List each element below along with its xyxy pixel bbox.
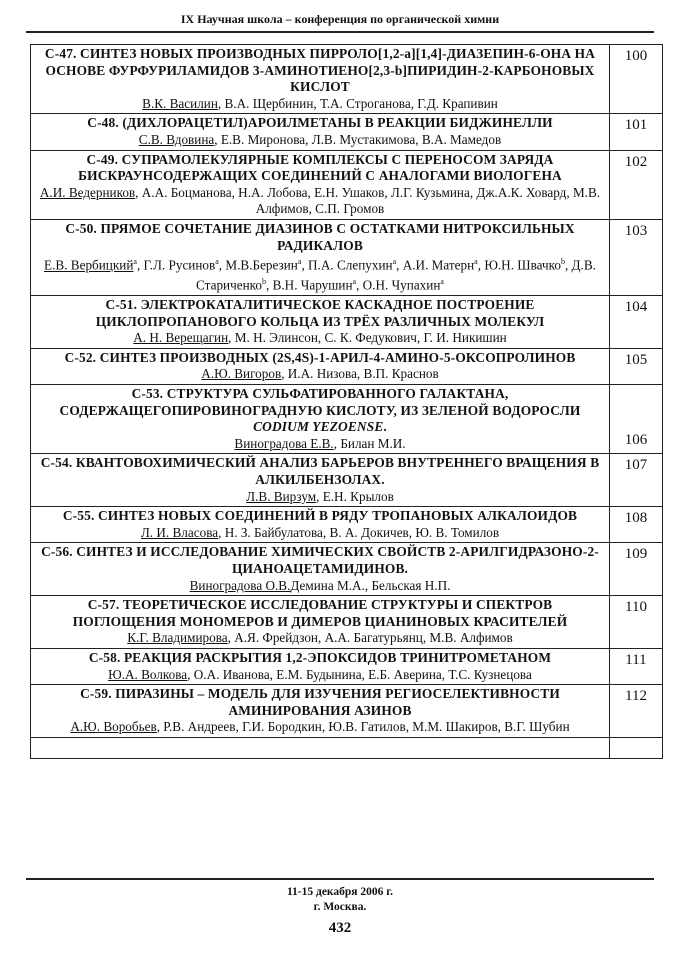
coauthor-name: Д.В. Стариченко [196, 257, 596, 293]
entry-title [35, 297, 605, 330]
presenting-author: Е.В. Вербицкий [44, 257, 134, 273]
entry-page-number: 112 [610, 685, 663, 738]
presenting-author: Ю.А. Волкова [108, 666, 188, 682]
entry-cell [31, 454, 610, 507]
entry-title [35, 455, 605, 488]
entry-authors [35, 132, 605, 149]
coauthors: , И.А. Низова, В.П. Краснов [281, 366, 439, 382]
affiliation-mark: a [440, 277, 444, 287]
presenting-author: Виноградова Е.В. [234, 435, 334, 451]
entry-authors [35, 436, 605, 453]
entry-title-text: ТЕОРЕТИЧЕСКОЕ ИССЛЕДОВАНИЕ СТРУКТУРЫ И СПЕКТРОВ ПОГЛОЩЕНИЯ МОНОМЕРОВ И ДИМЕРОВ ЦИАНИНОВЫХ КРАСИТЕЛЕЙ [72, 597, 568, 629]
entry-cell [31, 507, 610, 543]
entry-authors [35, 330, 605, 347]
coauthor-name: М.В.Березин [225, 257, 298, 273]
entry-authors [35, 185, 605, 218]
entry-title [35, 350, 605, 367]
entry-page-number: 110 [610, 596, 663, 649]
entry-authors [35, 96, 605, 113]
presenting-author: А.Ю. Воробьев [70, 719, 157, 735]
entry-title: С-53. СТРУКТУРА СУЛЬФАТИРОВАННОГО ГАЛАКТАНА, СОДЕРЖАЩЕГОПИРОВИНОГРАДНУЮ КИСЛОТУ, ИЗ ЗЕЛЕНОЙ ВОДОРОСЛИ CODIUM YEZOENSE. [59, 386, 581, 435]
entry-title-text: СИНТЕЗ НОВЫХ СОЕДИНЕНИЙ В РЯДУ ТРОПАНОВЫХ АЛКАЛОИДОВ [97, 508, 578, 524]
entry-title-text: СУПРАМОЛЕКУЛЯРНЫЕ КОМПЛЕКСЫ С ПЕРЕНОСОМ ЗАРЯДА БИСКРАУНСОДЕРЖАЩИХ СОЕДИНЕНИЙ С АНАЛОГАМИ ВИОЛОГЕНА [78, 151, 562, 184]
contents-entry [31, 45, 663, 114]
entry-cell [31, 648, 610, 684]
entry-title [35, 152, 605, 185]
contents-entry [31, 385, 663, 454]
contents-table [30, 44, 663, 759]
entry-authors [35, 630, 605, 647]
coauthors: , В.А. Щербинин, Т.А. Строганова, Г.Д. Крапивин [217, 95, 498, 111]
contents-entry [31, 454, 663, 507]
affiliation-mark: a [133, 257, 137, 267]
entry-page-number: 100 [610, 45, 663, 114]
coauthors: , А.А. Боцманова, Н.А. Лобова, Е.Н. Ушаков, Л.Г. Кузьмина, Дж.А.К. Ховард, М.В. Алфимов, С.П. Громов [135, 184, 601, 217]
entry-title [35, 650, 605, 667]
presenting-author: К.Г. Владимирова [127, 630, 228, 646]
entry-cell [31, 385, 610, 454]
presenting-author: В.К. Василин [142, 95, 218, 111]
contents-entry [31, 596, 663, 649]
contents-entry [31, 219, 663, 295]
contents-entry [31, 648, 663, 684]
entry-authors [35, 366, 605, 383]
entry-authors: Е.В. Вербицкий$^a$, Г.Л. Русинов$^a$, М.В.Березин$^a$, П.А. Слепухин$^a$, А.И. Матерн$^a$, Ю.Н. Швачко$^b$, Д.В. Стариченко$^b$, В.Н. Чарушин$^a$, О.Н. Чупахин$^a$ [44, 257, 596, 293]
footer-rule [26, 878, 654, 880]
coauthor-name: А.И. Матерн [402, 257, 475, 273]
entry-title-text: ПРЯМОЕ СОЧЕТАНИЕ ДИАЗИНОВ С ОСТАТКАМИ НИТРОКСИЛЬНЫХ РАДИКАЛОВ [100, 220, 575, 253]
coauthors: Демина М.А., Бельская Н.П. [290, 577, 451, 593]
affiliation-mark: a [352, 277, 357, 287]
contents-entry [31, 348, 663, 384]
entry-code: С-48. [87, 115, 119, 131]
page-number: 432 [328, 920, 352, 936]
entry-authors [35, 525, 605, 542]
entry-title-text: РЕАКЦИЯ РАСКРЫТИЯ 1,2-ЭПОКСИДОВ ТРИНИТРОМЕТАНОМ [123, 649, 552, 665]
entry-title-text: ПИРАЗИНЫ – МОДЕЛЬ ДЛЯ ИЗУЧЕНИЯ РЕГИОСЕЛЕКТИВНОСТИ АМИНИРОВАНИЯ АЗИНОВ [115, 686, 560, 718]
entry-title-text: СТРУКТУРА СУЛЬФАТИРОВАННОГО ГАЛАКТАНА, СОДЕРЖАЩЕГОПИРОВИНОГРАДНУЮ КИСЛОТУ, ИЗ ЗЕЛЕНОЙ ВОДОРОСЛИ [59, 386, 581, 418]
entry-page-number: 111 [610, 648, 663, 684]
entry-title [35, 597, 605, 630]
entry-cell [31, 296, 610, 349]
entry-code: С-53. [131, 386, 164, 402]
running-header: IX Научная школа – конференция по органической химии [180, 12, 500, 26]
entry-code: С-54. [40, 455, 73, 471]
entry-cell [31, 45, 610, 114]
entry-code: С-55. [62, 508, 95, 524]
entry-page-number: 103 [610, 219, 663, 295]
contents-entry [31, 507, 663, 543]
coauthors: , М. Н. Элинсон, С. К. Федукович, Г. И. Никишин [228, 330, 507, 346]
entry-code: С-57. [87, 597, 120, 613]
empty-row [31, 737, 663, 758]
entry-title [35, 221, 605, 254]
coauthor-name: Ю.Н. Швачко [484, 257, 561, 273]
entry-title [35, 508, 605, 525]
affiliation-mark: a [297, 257, 302, 267]
presenting-author: Л.В. Вирзум [246, 488, 317, 504]
entry-code: С-58. [88, 649, 121, 665]
coauthor-name: П.А. Слепухин [308, 257, 393, 273]
empty-cell [610, 737, 663, 758]
entry-code: С-59. [80, 686, 112, 702]
affiliation-mark: b [560, 257, 565, 267]
entry-page-number: 107 [610, 454, 663, 507]
affiliation-mark: a [215, 257, 219, 267]
presenting-author: А.Ю. Вигоров [201, 366, 282, 382]
entry-page-number: 102 [610, 150, 663, 219]
entry-code: С-51. [105, 297, 138, 313]
entry-title-text: КВАНТОВОХИМИЧЕСКИЙ АНАЛИЗ БАРЬЕРОВ ВНУТРЕННЕГО ВРАЩЕНИЯ В АЛКИЛБЕНЗОЛАХ. [75, 455, 600, 488]
presenting-author: Виноградова О.В. [189, 577, 291, 593]
contents-entry [31, 543, 663, 596]
entry-title [35, 686, 605, 719]
entry-cell [31, 219, 610, 295]
entry-title [35, 115, 605, 132]
entry-code: С-47. [44, 46, 77, 61]
coauthors: , О.А. Иванова, Е.М. Будынина, Е.Б. Аверина, Т.С. Кузнецова [187, 666, 532, 682]
contents-entry [31, 114, 663, 150]
contents-entry [31, 150, 663, 219]
entry-authors [35, 489, 605, 506]
affiliation-mark: b [261, 277, 266, 287]
entry-authors [35, 578, 605, 595]
entry-title-text: СИНТЕЗ И ИССЛЕДОВАНИЕ ХИМИЧЕСКИХ СВОЙСТВ 2-АРИЛГИДРАЗОНО-2-ЦИАНОАЦЕТАМИДИНОВ. [76, 544, 599, 576]
coauthors: , Е.Н. Крылов [316, 488, 394, 504]
presenting-author: А.И. Ведерников [39, 184, 136, 200]
contents-entry [31, 685, 663, 738]
entry-cell [31, 150, 610, 219]
entry-page-number: 101 [610, 114, 663, 150]
entry-code: С-52. [64, 349, 97, 365]
entry-code: С-56. [41, 544, 73, 560]
contents-entry [31, 296, 663, 349]
coauthors: , Е.В. Миронова, Л.В. Мустакимова, В.А. Мамедов [214, 131, 502, 147]
entry-code: С-49. [86, 151, 119, 167]
entry-page-number: 108 [610, 507, 663, 543]
coauthors: , А.Я. Фрейдзон, А.А. Багатурьянц, М.В. Алфимов [227, 630, 513, 646]
affiliation-mark: a [474, 257, 478, 267]
entry-cell [31, 596, 610, 649]
presenting-author: С.В. Вдовина [138, 131, 215, 147]
coauthors: , Билан М.И. [333, 435, 406, 451]
entry-page-number: 109 [610, 543, 663, 596]
entry-title-text: ЭЛЕКТРОКАТАЛИТИЧЕСКОЕ КАСКАДНОЕ ПОСТРОЕНИЕ ЦИКЛОПРОПАНОВОГО КОЛЬЦА ИЗ ТРЁХ РАЗЛИЧНЫХ МОЛЕКУЛ [95, 297, 545, 329]
entry-title-species: CODIUM YEZOENSE [253, 419, 384, 435]
entry-page-number: 105 [610, 348, 663, 384]
affiliation-mark: a [392, 257, 397, 267]
coauthor-name: В.Н. Чарушин [272, 277, 353, 293]
coauthor-name: Г.Л. Русинов [143, 257, 216, 273]
coauthors: , Н. З. Байбулатова, В. А. Докичев, Ю. В. Томилов [218, 524, 500, 540]
entry-title [35, 544, 605, 577]
entry-cell [31, 543, 610, 596]
conference-dates: 11-15 декабря 2006 г. [286, 886, 394, 898]
entry-title-text: СИНТЕЗ НОВЫХ ПРОИЗВОДНЫХ ПИРРОЛО[1,2-a][1,4]-ДИАЗЕПИН-6-ОНА НА ОСНОВЕ ФУРФУРИЛАМИДОВ 3-АМИНОТИЕНО[2,3-b]ПИРИДИН-2-КАРБОНОВЫХ КИСЛОТ [45, 46, 596, 95]
conference-city: г. Москва. [313, 901, 367, 913]
presenting-author: А. Н. Верещагин [133, 330, 229, 346]
empty-cell [31, 737, 610, 758]
entry-code: С-50. [65, 220, 97, 236]
entry-page-number: 104 [610, 296, 663, 349]
entry-cell [31, 114, 610, 150]
entry-authors [35, 719, 605, 736]
entry-title-text: (ДИХЛОРАЦЕТИЛ)АРОИЛМЕТАНЫ В РЕАКЦИИ БИДЖИНЕЛЛИ [122, 115, 553, 131]
presenting-author: Л. И. Власова [140, 524, 219, 540]
header-rule [26, 31, 654, 33]
entry-cell [31, 348, 610, 384]
entry-title-text: СИНТЕЗ ПРОИЗВОДНЫХ (2S,4S)-1-АРИЛ-4-АМИНО-5-ОКСОПРОЛИНОВ [99, 349, 576, 365]
entry-page-number: 106 [610, 385, 663, 454]
coauthor-name: О.Н. Чупахин [362, 277, 441, 293]
entry-cell [31, 685, 610, 738]
coauthors: , Р.В. Андреев, Г.И. Бородкин, Ю.В. Гатилов, М.М. Шакиров, В.Г. Шубин [156, 719, 570, 735]
entry-title [35, 46, 605, 96]
entry-authors [35, 667, 605, 684]
